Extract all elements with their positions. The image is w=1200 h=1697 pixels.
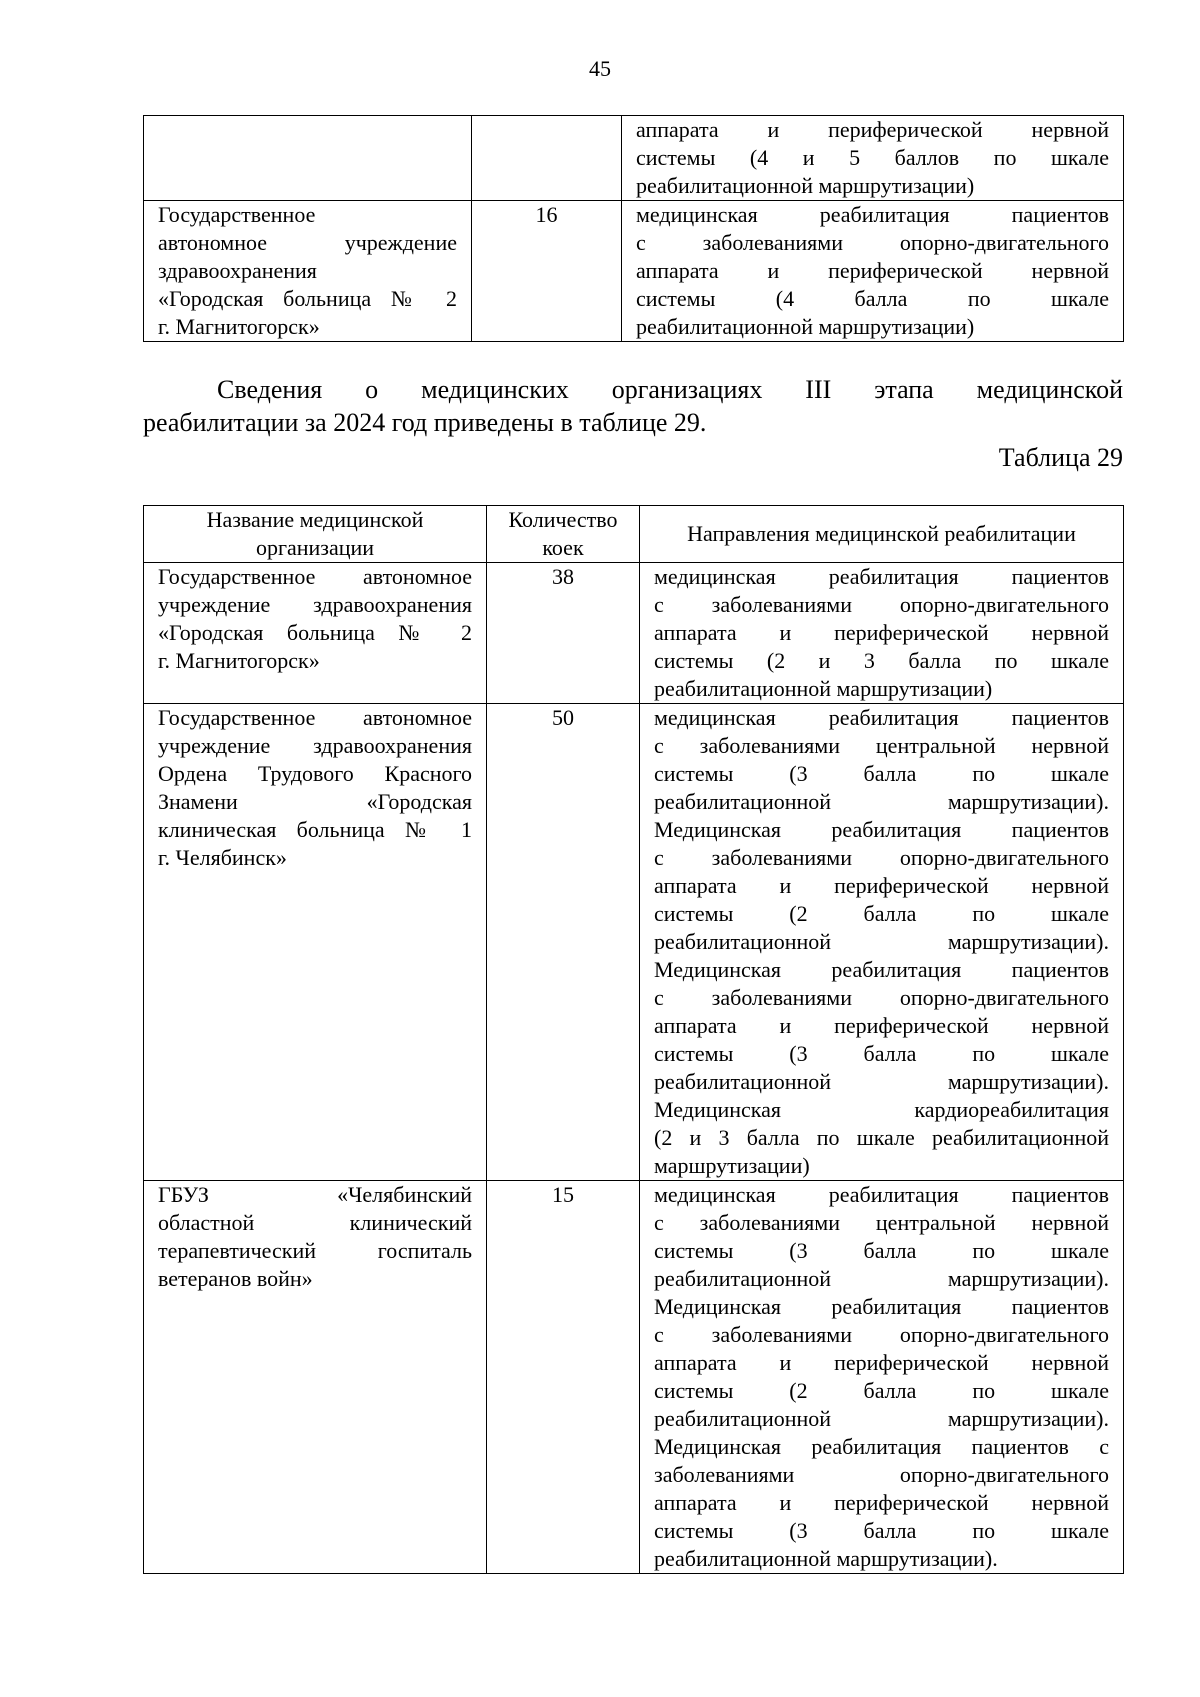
table-row: [144, 201, 1124, 342]
direction-line: аппарата и периферической нервной: [636, 258, 1109, 283]
org-name-line: учреждение здравоохранения: [158, 733, 472, 758]
bed-count-cell: [472, 116, 622, 201]
direction-line: медицинская реабилитация пациентов: [654, 1182, 1109, 1207]
header-org-name: Название медицинской организации: [144, 506, 487, 563]
intro-paragraph-line2: реабилитации за 2024 год приведены в таблице 29.: [143, 408, 707, 437]
org-name-cell: [144, 116, 472, 201]
direction-line: медицинская реабилитация пациентов: [636, 202, 1109, 227]
org-name-line: Знамени «Городская: [158, 789, 472, 814]
org-name-line: г. Челябинск»: [158, 845, 287, 870]
directions-cell: [622, 116, 1124, 201]
directions-cell: [640, 1181, 1124, 1574]
table-row: [144, 1181, 1124, 1574]
org-name-cell: [144, 1181, 487, 1574]
bed-count-cell: [487, 704, 640, 1181]
direction-line: медицинская реабилитация пациентов: [654, 705, 1109, 730]
direction-line: аппарата и периферической нервной: [654, 620, 1109, 645]
bed-count-cell: [487, 1181, 640, 1574]
direction-line: реабилитационной маршрутизации).: [654, 789, 1109, 814]
continued-table: [143, 115, 1124, 342]
bed-count: 16: [535, 202, 558, 227]
direction-line: системы (3 балла по шкале: [654, 1238, 1109, 1263]
org-name-line: г. Магнитогорск»: [158, 314, 320, 339]
org-name-line: клиническая больница № 1: [158, 817, 472, 842]
bed-count: 50: [552, 705, 574, 730]
org-name-line: Государственное автономное: [158, 705, 472, 730]
intro-paragraph-line1: Сведения о медицинских организациях III этапа медицинской: [217, 375, 1123, 404]
direction-line: реабилитационной маршрутизации): [654, 676, 993, 701]
direction-line: системы (3 балла по шкале: [654, 761, 1109, 786]
direction-line: системы (3 балла по шкале: [654, 1041, 1109, 1066]
direction-line: маршрутизации): [654, 1153, 810, 1178]
org-name-line: г. Магнитогорск»: [158, 648, 320, 673]
direction-line: с заболеваниями опорно-двигательного: [654, 1322, 1109, 1347]
direction-line: с заболеваниями опорно-двигательного: [654, 592, 1109, 617]
direction-line: Медицинская реабилитация пациентов: [654, 957, 1109, 982]
org-name-cell: [144, 704, 487, 1181]
org-name-line: областной клинический: [158, 1210, 472, 1235]
direction-line: реабилитационной маршрутизации).: [654, 1406, 1109, 1431]
bed-count: 38: [552, 564, 574, 589]
direction-line: аппарата и периферической нервной: [654, 1490, 1109, 1515]
direction-line: реабилитационной маршрутизации).: [654, 929, 1109, 954]
direction-line: с заболеваниями опорно-двигательного: [636, 230, 1109, 255]
direction-line: с заболеваниями центральной нервной: [654, 733, 1109, 758]
direction-line: системы (2 балла по шкале: [654, 1378, 1109, 1403]
org-name-line: «Городская больница № 2: [158, 286, 457, 311]
header-directions: Направления медицинской реабилитации: [640, 506, 1124, 563]
direction-line: с заболеваниями центральной нервной: [654, 1210, 1109, 1235]
direction-line: Медицинская реабилитация пациентов: [654, 1294, 1109, 1319]
direction-line: реабилитационной маршрутизации): [636, 314, 975, 339]
direction-line: аппарата и периферической нервной: [654, 1350, 1109, 1375]
direction-line: (2 и 3 балла по шкале реабилитационной: [654, 1125, 1109, 1150]
direction-line: реабилитационной маршрутизации): [636, 173, 975, 198]
bed-count: 15: [552, 1182, 574, 1207]
direction-line: системы (2 балла по шкале: [654, 901, 1109, 926]
direction-line: заболеваниями опорно-двигательного: [654, 1462, 1109, 1487]
directions-cell: [622, 201, 1124, 342]
table-row: [144, 704, 1124, 1181]
direction-line: реабилитационной маршрутизации).: [654, 1546, 998, 1571]
direction-line: реабилитационной маршрутизации).: [654, 1266, 1109, 1291]
bed-count-cell: [472, 201, 622, 342]
direction-line: Медицинская кардиореабилитация: [654, 1097, 1109, 1122]
directions-cell: [640, 704, 1124, 1181]
org-name-line: ветеранов войн»: [158, 1266, 313, 1291]
direction-line: реабилитационной маршрутизации).: [654, 1069, 1109, 1094]
org-name-line: Государственное автономное: [158, 564, 472, 589]
table-header-row: [144, 506, 1124, 563]
org-name-line: ГБУЗ «Челябинский: [158, 1182, 472, 1207]
direction-line: системы (4 балла по шкале: [636, 286, 1109, 311]
direction-line: Медицинская реабилитация пациентов: [654, 817, 1109, 842]
org-name-line: учреждение здравоохранения: [158, 592, 472, 617]
org-name-line: Государственное: [158, 202, 316, 227]
table-row: [144, 116, 1124, 201]
org-name-line: терапевтический госпиталь: [158, 1238, 472, 1263]
direction-line: системы (2 и 3 балла по шкале: [654, 648, 1109, 673]
directions-cell: [640, 563, 1124, 704]
direction-line: с заболеваниями опорно-двигательного: [654, 985, 1109, 1010]
direction-line: Медицинская реабилитация пациентов с: [654, 1434, 1109, 1459]
org-name-line: Ордена Трудового Красного: [158, 761, 472, 786]
bed-count-cell: [487, 563, 640, 704]
table-caption: Таблица 29: [998, 443, 1123, 472]
header-bed-count: Количество коек: [487, 506, 640, 563]
direction-line: системы (3 балла по шкале: [654, 1518, 1109, 1543]
table-29-body: [144, 563, 1124, 1574]
direction-line: аппарата и периферической нервной: [654, 1013, 1109, 1038]
direction-line: аппарата и периферической нервной: [654, 873, 1109, 898]
org-name-cell: [144, 201, 472, 342]
direction-line: системы (4 и 5 баллов по шкале: [636, 145, 1109, 170]
page-number: 45: [589, 56, 611, 81]
continued-table-body: [144, 116, 1124, 342]
org-name-line: здравоохранения: [158, 258, 317, 283]
org-name-cell: [144, 563, 487, 704]
direction-line: аппарата и периферической нервной: [636, 117, 1109, 142]
direction-line: медицинская реабилитация пациентов: [654, 564, 1109, 589]
table-29: [143, 505, 1124, 1574]
table-row: [144, 563, 1124, 704]
direction-line: с заболеваниями опорно-двигательного: [654, 845, 1109, 870]
org-name-line: «Городская больница № 2: [158, 620, 472, 645]
org-name-line: автономное учреждение: [158, 230, 457, 255]
